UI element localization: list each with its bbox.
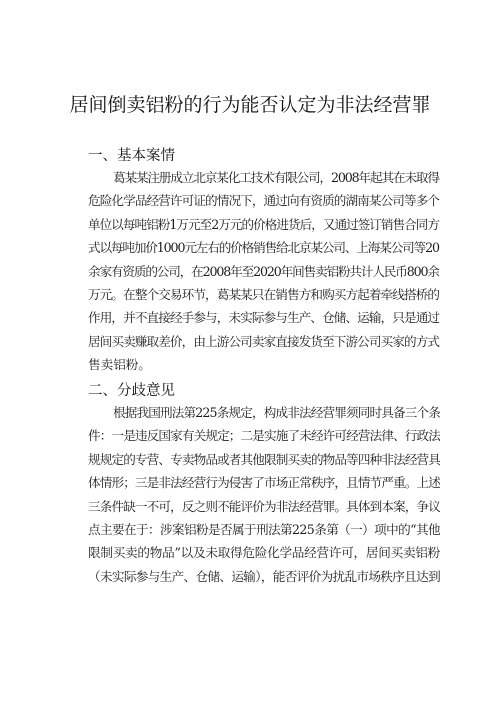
text-line: 单位以每吨铝粉1万元至2万元的价格进货后，又通过签订销售合同方 xyxy=(88,216,440,232)
text-line: 作用，并不直接经手参与，未实际参与生产、仓储、运输，只是通过 xyxy=(88,310,440,326)
text-line: 万元。在整个交易环节，葛某某只在销售方和购买方起着牵线搭桥的 xyxy=(88,287,440,303)
text-line: 余家有资质的公司，在2008年至2020年间售卖铝粉共计人民币800余 xyxy=(88,263,439,279)
section-body-disagreement xyxy=(88,401,440,588)
document-title: 居间倒卖铝粉的行为能否认定为非法经营罪 xyxy=(69,94,431,116)
text-line: 三条件缺一不可，反之则不能评价为非法经营罪。具体到本案，争议 xyxy=(88,498,440,514)
text-line: 葛某某注册成立北京某化工技术有限公司，2008年起其在未取得 xyxy=(113,170,439,185)
text-line: 根据我国刑法第225条规定，构成非法经营罪须同时具备三个条 xyxy=(113,405,440,420)
text-line: 规规定的专营、专卖物品或者其他限制买卖的物品等四种非法经营具 xyxy=(88,451,440,467)
text-line: 点主要在于：涉案铝粉是否属于刑法第225条第（一）项中的“其他 xyxy=(88,522,440,538)
text-line: 居间买卖赚取差价，由上游公司卖家直接发货至下游公司买家的方式 xyxy=(88,333,440,349)
text-line: 体情形；三是非法经营行为侵害了市场正常秩序，且情节严重。上述 xyxy=(88,475,440,491)
section-body-basic-facts xyxy=(88,166,440,377)
section-heading-disagreement: 二、分歧意见 xyxy=(88,383,175,399)
text-line: 危险化学品经营许可证的情况下，通过向有资质的湖南某公司等多个 xyxy=(88,193,440,209)
section-heading-basic-facts: 一、基本案情 xyxy=(88,148,175,164)
text-line: （未实际参与生产、仓储、运输），能否评价为扰乱市场秩序且达到 xyxy=(88,568,440,584)
text-line: 件：一是违反国家有关规定；二是实施了未经许可经营法律、行政法 xyxy=(88,428,440,444)
text-line: 售卖铝粉。 xyxy=(88,357,151,373)
text-line: 限制买卖的物品”以及未取得危险化学品经营许可，居间买卖铝粉 xyxy=(88,545,440,561)
text-line: 式以每吨加价1000元左右的价格销售给北京某公司、上海某公司等20 xyxy=(88,240,439,256)
